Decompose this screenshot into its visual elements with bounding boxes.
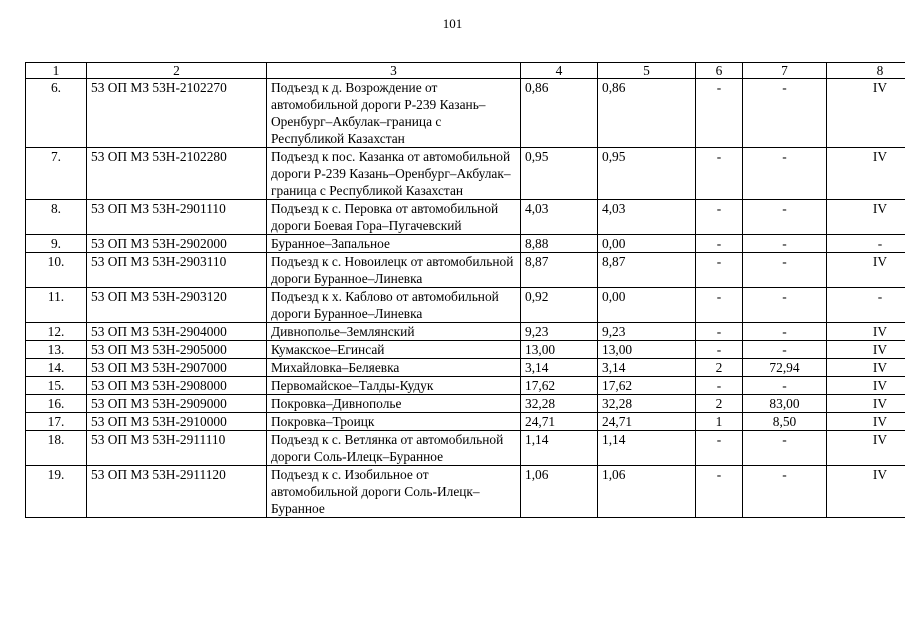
table-row (26, 235, 905, 253)
road-code: 53 ОП МЗ 53Н-2902000 (87, 235, 267, 253)
bridge-count: - (696, 431, 743, 466)
road-code: 53 ОП МЗ 53Н-2905000 (87, 341, 267, 359)
row-number: 10. (26, 253, 87, 288)
total-length: 1,06 (521, 466, 598, 518)
header-cell: 6 (696, 63, 743, 79)
paved-length: 0,86 (598, 79, 696, 148)
road-category: IV (827, 377, 905, 395)
row-number: 8. (26, 200, 87, 235)
road-code: 53 ОП МЗ 53Н-2911110 (87, 431, 267, 466)
row-number: 18. (26, 431, 87, 466)
row-number: 16. (26, 395, 87, 413)
header-cell: 3 (267, 63, 521, 79)
bridge-length: - (743, 466, 827, 518)
bridge-length: - (743, 148, 827, 200)
road-name: Подъезд к с. Перовка от автомобильной дороги Боевая Гора–Пугачевский (267, 200, 521, 235)
bridge-count: - (696, 288, 743, 323)
road-name: Подъезд к пос. Казанка от автомобильной дороги Р-239 Казань–Оренбург–Акбулак–граница с Республикой Казахстан (267, 148, 521, 200)
table-header-row (26, 63, 905, 79)
total-length: 8,87 (521, 253, 598, 288)
total-length: 24,71 (521, 413, 598, 431)
row-number: 17. (26, 413, 87, 431)
road-code: 53 ОП МЗ 53Н-2911120 (87, 466, 267, 518)
table-row (26, 288, 905, 323)
total-length: 1,14 (521, 431, 598, 466)
bridge-count: - (696, 200, 743, 235)
bridge-count: - (696, 235, 743, 253)
row-number: 13. (26, 341, 87, 359)
row-number: 19. (26, 466, 87, 518)
paved-length: 3,14 (598, 359, 696, 377)
bridge-length: 83,00 (743, 395, 827, 413)
row-number: 11. (26, 288, 87, 323)
table-row (26, 148, 905, 200)
bridge-length: - (743, 323, 827, 341)
road-category: IV (827, 148, 905, 200)
paved-length: 0,00 (598, 235, 696, 253)
road-category: IV (827, 200, 905, 235)
paved-length: 0,95 (598, 148, 696, 200)
road-code: 53 ОП МЗ 53Н-2904000 (87, 323, 267, 341)
road-name: Подъезд к д. Возрождение от автомобильной дороги Р-239 Казань–Оренбург–Акбулак–граница с Республикой Казахстан (267, 79, 521, 148)
bridge-count: - (696, 253, 743, 288)
road-category: IV (827, 359, 905, 377)
road-name: Дивнополье–Землянский (267, 323, 521, 341)
table-row (26, 377, 905, 395)
paved-length: 17,62 (598, 377, 696, 395)
table-row (26, 395, 905, 413)
header-cell: 1 (26, 63, 87, 79)
table-row (26, 323, 905, 341)
row-number: 7. (26, 148, 87, 200)
paved-length: 13,00 (598, 341, 696, 359)
table-row (26, 341, 905, 359)
total-length: 32,28 (521, 395, 598, 413)
road-category: IV (827, 431, 905, 466)
road-code: 53 ОП МЗ 53Н-2908000 (87, 377, 267, 395)
bridge-count: - (696, 341, 743, 359)
page-number: 101 (442, 16, 463, 31)
bridge-count: - (696, 79, 743, 148)
road-name: Покровка–Дивнополье (267, 395, 521, 413)
road-category: IV (827, 341, 905, 359)
bridge-count: 1 (696, 413, 743, 431)
table-row (26, 253, 905, 288)
total-length: 0,86 (521, 79, 598, 148)
header-cell: 4 (521, 63, 598, 79)
row-number: 15. (26, 377, 87, 395)
total-length: 3,14 (521, 359, 598, 377)
road-name: Подъезд к х. Каблово от автомобильной дороги Буранное–Линевка (267, 288, 521, 323)
roads-table (25, 62, 905, 518)
total-length: 0,95 (521, 148, 598, 200)
paved-length: 9,23 (598, 323, 696, 341)
road-name: Буранное–Запальное (267, 235, 521, 253)
bridge-length: - (743, 79, 827, 148)
road-code: 53 ОП МЗ 53Н-2901110 (87, 200, 267, 235)
road-name: Первомайское–Талды-Кудук (267, 377, 521, 395)
road-name: Подъезд к с. Новоилецк от автомобильной дороги Буранное–Линевка (267, 253, 521, 288)
header-cell: 5 (598, 63, 696, 79)
road-code: 53 ОП МЗ 53Н-2903120 (87, 288, 267, 323)
road-code: 53 ОП МЗ 53Н-2903110 (87, 253, 267, 288)
bridge-length: - (743, 253, 827, 288)
road-category: IV (827, 323, 905, 341)
table-row (26, 431, 905, 466)
bridge-length: - (743, 431, 827, 466)
road-category: - (827, 288, 905, 323)
table-row (26, 200, 905, 235)
bridge-count: - (696, 377, 743, 395)
total-length: 0,92 (521, 288, 598, 323)
total-length: 9,23 (521, 323, 598, 341)
bridge-length: 72,94 (743, 359, 827, 377)
bridge-count: - (696, 148, 743, 200)
header-cell: 7 (743, 63, 827, 79)
road-category: IV (827, 253, 905, 288)
road-name: Михайловка–Беляевка (267, 359, 521, 377)
table-row (26, 359, 905, 377)
road-category: IV (827, 79, 905, 148)
bridge-count: - (696, 466, 743, 518)
road-code: 53 ОП МЗ 53Н-2907000 (87, 359, 267, 377)
road-category: IV (827, 395, 905, 413)
paved-length: 8,87 (598, 253, 696, 288)
bridge-length: - (743, 377, 827, 395)
bridge-length: - (743, 200, 827, 235)
road-name: Покровка–Троицк (267, 413, 521, 431)
table-body (26, 79, 905, 518)
road-category: IV (827, 413, 905, 431)
road-code: 53 ОП МЗ 53Н-2102270 (87, 79, 267, 148)
paved-length: 32,28 (598, 395, 696, 413)
bridge-count: 2 (696, 395, 743, 413)
bridge-count: 2 (696, 359, 743, 377)
bridge-count: - (696, 323, 743, 341)
road-name: Подъезд к с. Ветлянка от автомобильной дороги Соль-Илецк–Буранное (267, 431, 521, 466)
road-code: 53 ОП МЗ 53Н-2910000 (87, 413, 267, 431)
road-code: 53 ОП МЗ 53Н-2909000 (87, 395, 267, 413)
paved-length: 4,03 (598, 200, 696, 235)
bridge-length: - (743, 288, 827, 323)
table-row (26, 413, 905, 431)
road-name: Подъезд к с. Изобильное от автомобильной дороги Соль-Илецк–Буранное (267, 466, 521, 518)
road-name: Кумакское–Егинсай (267, 341, 521, 359)
total-length: 13,00 (521, 341, 598, 359)
bridge-length: - (743, 235, 827, 253)
total-length: 4,03 (521, 200, 598, 235)
total-length: 17,62 (521, 377, 598, 395)
row-number: 14. (26, 359, 87, 377)
total-length: 8,88 (521, 235, 598, 253)
paved-length: 24,71 (598, 413, 696, 431)
header-cell: 8 (827, 63, 905, 79)
road-category: IV (827, 466, 905, 518)
row-number: 6. (26, 79, 87, 148)
paved-length: 0,00 (598, 288, 696, 323)
road-code: 53 ОП МЗ 53Н-2102280 (87, 148, 267, 200)
table-row (26, 466, 905, 518)
bridge-length: 8,50 (743, 413, 827, 431)
road-category: - (827, 235, 905, 253)
row-number: 9. (26, 235, 87, 253)
header-cell: 2 (87, 63, 267, 79)
row-number: 12. (26, 323, 87, 341)
paved-length: 1,06 (598, 466, 696, 518)
paved-length: 1,14 (598, 431, 696, 466)
bridge-length: - (743, 341, 827, 359)
table-row (26, 79, 905, 148)
